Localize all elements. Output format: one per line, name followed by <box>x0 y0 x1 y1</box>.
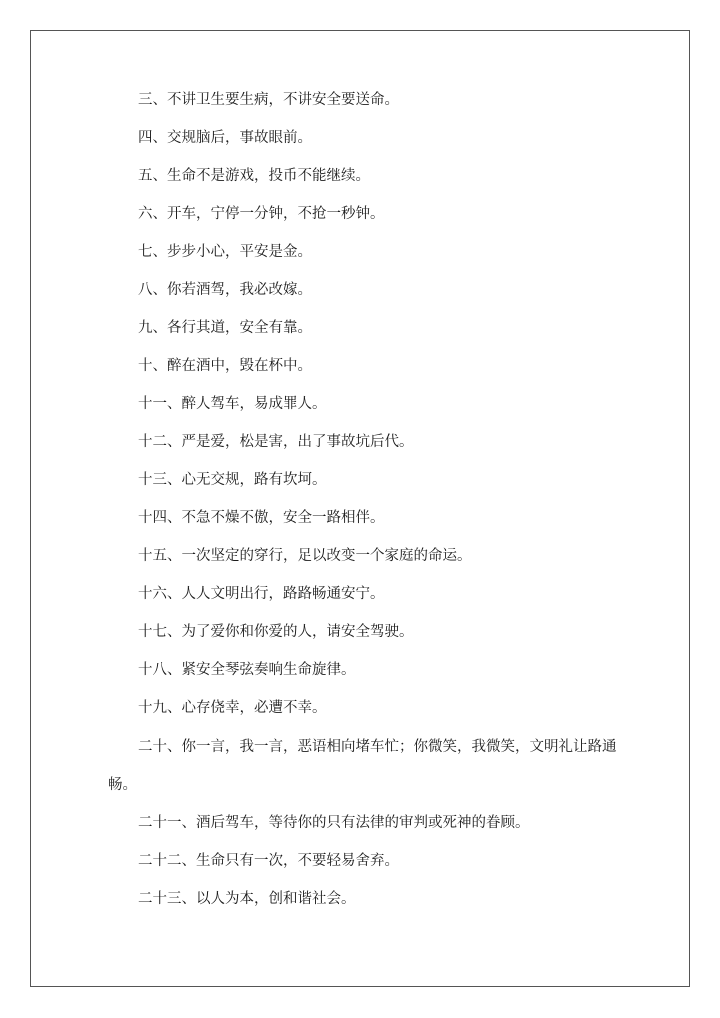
slogan-line: 三、不讲卫生要生病，不讲安全要送命。 <box>138 92 399 108</box>
slogan-line: 十九、心存侥幸，必遭不幸。 <box>138 700 327 716</box>
slogan-line: 二十二、生命只有一次，不要轻易舍弃。 <box>138 853 399 869</box>
slogan-line: 十八、紧安全琴弦奏响生命旋律。 <box>138 662 356 678</box>
slogan-line: 五、生命不是游戏，投币不能继续。 <box>138 168 370 184</box>
slogan-line: 二十、你一言，我一言，恶语相向堵车忙；你微笑，我微笑，文明礼让路通畅。 <box>108 739 617 793</box>
slogan-line: 七、步步小心，平安是金。 <box>138 244 312 260</box>
slogan-line: 八、你若酒驾，我必改嫁。 <box>138 282 312 298</box>
slogan-line: 十四、不急不燥不傲，安全一路相伴。 <box>138 510 385 526</box>
slogan-line: 十五、一次坚定的穿行，足以改变一个家庭的命运。 <box>138 548 472 564</box>
slogan-line: 十一、醉人驾车，易成罪人。 <box>138 396 327 412</box>
slogan-line: 十二、严是爱，松是害，出了事故坑后代。 <box>138 434 414 450</box>
slogan-line: 四、交规脑后，事故眼前。 <box>138 130 312 146</box>
slogan-line: 二十三、以人为本，创和谐社会。 <box>138 891 356 907</box>
slogan-line: 九、各行其道，安全有靠。 <box>138 320 312 336</box>
slogan-line: 十六、人人文明出行，路路畅通安宁。 <box>138 586 385 602</box>
slogan-line: 十七、为了爱你和你爱的人，请安全驾驶。 <box>138 624 414 640</box>
document-body <box>108 91 618 928</box>
slogan-line: 二十一、酒后驾车，等待你的只有法律的审判或死神的眷顾。 <box>138 815 530 831</box>
slogan-line: 十三、心无交规，路有坎坷。 <box>138 472 327 488</box>
slogan-line: 六、开车，宁停一分钟，不抢一秒钟。 <box>138 206 385 222</box>
slogan-line: 十、醉在酒中，毁在杯中。 <box>138 358 312 374</box>
